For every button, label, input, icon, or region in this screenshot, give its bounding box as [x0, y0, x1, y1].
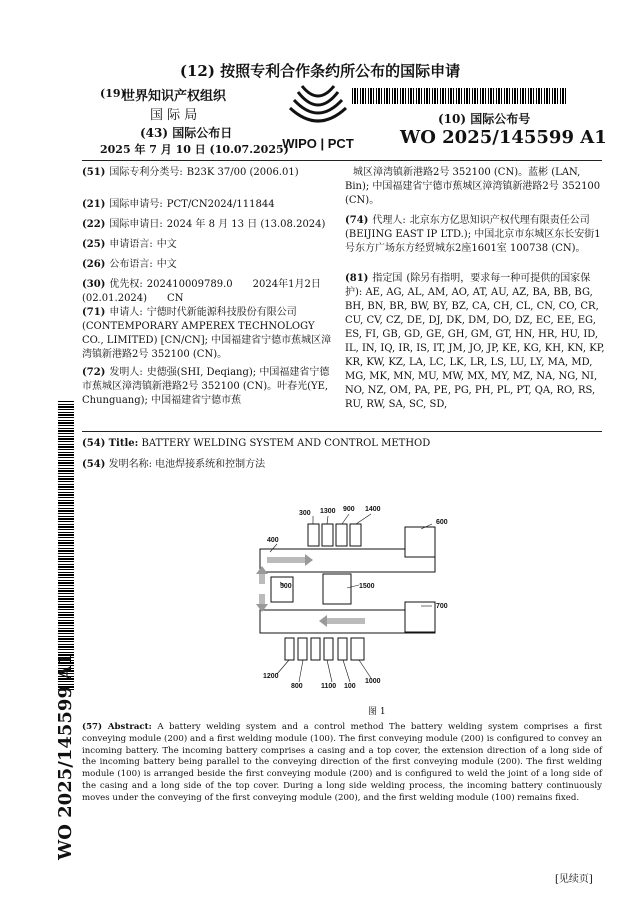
field-number: (25)	[82, 239, 106, 250]
biblio-field	[82, 258, 332, 272]
pub-date: 2025 年 7 月 10 日 (10.07.2025)	[100, 143, 289, 156]
pub-no-label: (10) 国际公布号	[438, 112, 531, 126]
abstract-text: A battery welding system and a control method The battery welding system comprises a first conveying module (200) and a first welding module (100). The first conveying module (200) is configured to convey an incoming battery. The incoming battery comprises a casing and a top cover, the extension direction of a long side of the incoming battery being parallel to the conveying direction of the first conveying module (200). The first welding module (100) is arranged beside the first conveying module (200) and is configured to weld the joint of a long side of the casing and a long side of the top cover. During a long side welding process, the incoming battery continuously moves under the conveying of the first conveying module (200), and the first welding module (100) remains fixed.	[82, 722, 603, 803]
field-value: 史德强(SHI, Deqiang); 中国福建省宁德市蕉城区漳湾镇新港路2号 352100 (CN)。叶春光(YE, Chunguang); 中国福建省宁德市蕉	[82, 367, 330, 406]
biblio-field	[82, 278, 332, 306]
field-label: 发明人:	[109, 367, 143, 378]
title-cn-label: 发明名称:	[108, 459, 152, 470]
field-value: PCT/CN2024/111844	[166, 199, 275, 210]
figure-1	[225, 502, 485, 701]
field-label: 代理人:	[372, 215, 406, 226]
field-value: 北京东方亿思知识产权代理有限责任公司(BEIJING EAST IP LTD.); 中国北京市东城区东长安街1号东方广场东方经贸城东2座1601室 100738 (CN)。	[345, 215, 601, 254]
biblio-field	[345, 214, 607, 256]
top-barcode	[352, 88, 567, 104]
figure-caption: 图 1	[368, 707, 386, 717]
biblio-field	[82, 198, 332, 212]
header-rule	[82, 160, 602, 161]
title-cn-num: (54)	[82, 459, 106, 470]
fig-label: 900	[343, 506, 355, 513]
biblio-field	[82, 218, 332, 232]
field-value: 中文	[156, 239, 177, 250]
document-title: (12) 按照专利合作条约所公布的国际申请	[179, 62, 461, 80]
abstract	[82, 722, 602, 805]
arrow-down-icon	[259, 594, 265, 604]
publication-number: WO 2025/145599 A1	[400, 127, 607, 148]
field-value: 宁德时代新能源科技股份有限公司 (CONTEMPORARY AMPEREX TECHNOLOGY CO., LIMITED) [CN/CN]; 中国福建省宁德市蕉城区漳湾镇新港路2号 352100 (CN)。	[82, 307, 332, 360]
field-value: 城区漳湾镇新港路2号 352100 (CN)。蓝彬 (LAN, Bin); 中国福建省宁德市蕉城区漳湾镇新港路2号 352100 (CN)。	[345, 167, 601, 206]
organization-name: 世界知识产权组织	[122, 89, 227, 104]
title-cn-line	[82, 458, 602, 472]
field-label: 国际申请号:	[109, 199, 163, 210]
biblio-field	[82, 306, 332, 362]
title-cn: 电池焊接系统和控制方法	[155, 459, 266, 470]
field-number: (21)	[82, 199, 106, 210]
biblio-field	[345, 272, 607, 412]
biblio-field	[82, 166, 332, 180]
field-value: 中文	[156, 259, 177, 270]
title-en-label: Title:	[108, 438, 139, 449]
logo-text: WIPO | PCT	[282, 136, 354, 151]
bureau-name: 国 际 局	[150, 108, 198, 123]
field-value: (除另有指明，要求每一种可提供的国家保护): AE, AG, AL, AM, AO, AT, AU, AZ, BA, BB, BG, BH, BN, BR, BW, BY, BZ, CA, CH, CL, CN, CO, CR, CU, CV, CZ, DE, DJ, DK, DM, DO, DZ, EC, EE, EG, ES, FI, GB, GD, GE, GH, GM, GT, HN, HR, HU, ID, IL, IN, IQ, IR, IS, IT, JM, JO, JP, KE, KG, KH, KN, KP, KR, KW, KZ, LA, LC, LK, LR, LS, LU, LY, MA, MD, MG, MK, MN, MU, MW, MX, MY, MZ, NA, NG, NI, NO, NZ, OM, PA, PE, PG, PH, PL, PT, QA, RO, RS, RU, RW, SA, SC, SD,	[345, 273, 605, 410]
fig-label: 1200	[263, 673, 279, 680]
side-barcode	[58, 400, 74, 690]
fig-label: 600	[436, 519, 448, 526]
fig-label: 300	[299, 510, 311, 517]
fig-label: 1400	[365, 506, 381, 513]
field-number: (26)	[82, 259, 106, 270]
field-label: 优先权:	[109, 279, 143, 290]
title-en: BATTERY WELDING SYSTEM AND CONTROL METHOD	[141, 438, 431, 449]
field-number: (30)	[82, 279, 106, 290]
field-label: 申请语言:	[109, 239, 153, 250]
field-label: 指定国	[372, 273, 403, 284]
field-number: (72)	[82, 367, 106, 378]
fig-label: 500	[280, 583, 292, 590]
field-value: B23K 37/00 (2006.01)	[186, 167, 299, 178]
title-rule	[82, 431, 602, 432]
org-number: (19)	[100, 87, 126, 100]
abstract-label: (57) Abstract:	[82, 722, 152, 732]
fig-label: 1000	[365, 678, 381, 685]
field-label: 公布语言:	[109, 259, 153, 270]
field-number: (51)	[82, 167, 106, 178]
fig-label: 800	[291, 683, 303, 690]
side-publication-number: WO 2025/145599 A1	[55, 653, 76, 860]
field-label: 国际专利分类号:	[109, 167, 183, 178]
biblio-field	[345, 166, 607, 208]
fig-label: 700	[436, 603, 448, 610]
fig-label: 100	[344, 683, 356, 690]
field-value: 2024 年 8 月 13 日 (13.08.2024)	[166, 219, 326, 230]
fig-label: 1500	[359, 583, 375, 590]
see-continued: [见续页]	[555, 874, 593, 885]
fig-label: 400	[267, 537, 279, 544]
arrow-up-icon	[259, 574, 265, 584]
title-en-num: (54)	[82, 438, 106, 449]
field-number: (22)	[82, 219, 106, 230]
arrow-left-icon	[327, 618, 365, 624]
fig-label: 1100	[321, 683, 337, 690]
biblio-field	[82, 238, 332, 252]
field-value: 202410009789.0 2024年1月2日 (02.01.2024) CN	[82, 279, 321, 304]
arrow-right-icon	[267, 557, 305, 563]
field-number: (71)	[82, 307, 106, 318]
pub-date-label: (43) 国际公布日	[140, 126, 233, 140]
field-number: (81)	[345, 273, 369, 284]
biblio-field	[82, 366, 332, 408]
field-number: (74)	[345, 215, 369, 226]
field-label: 国际申请日:	[109, 219, 163, 230]
field-label: 申请人:	[109, 307, 143, 318]
title-en-line	[82, 437, 602, 451]
fig-label: 1300	[320, 508, 336, 515]
